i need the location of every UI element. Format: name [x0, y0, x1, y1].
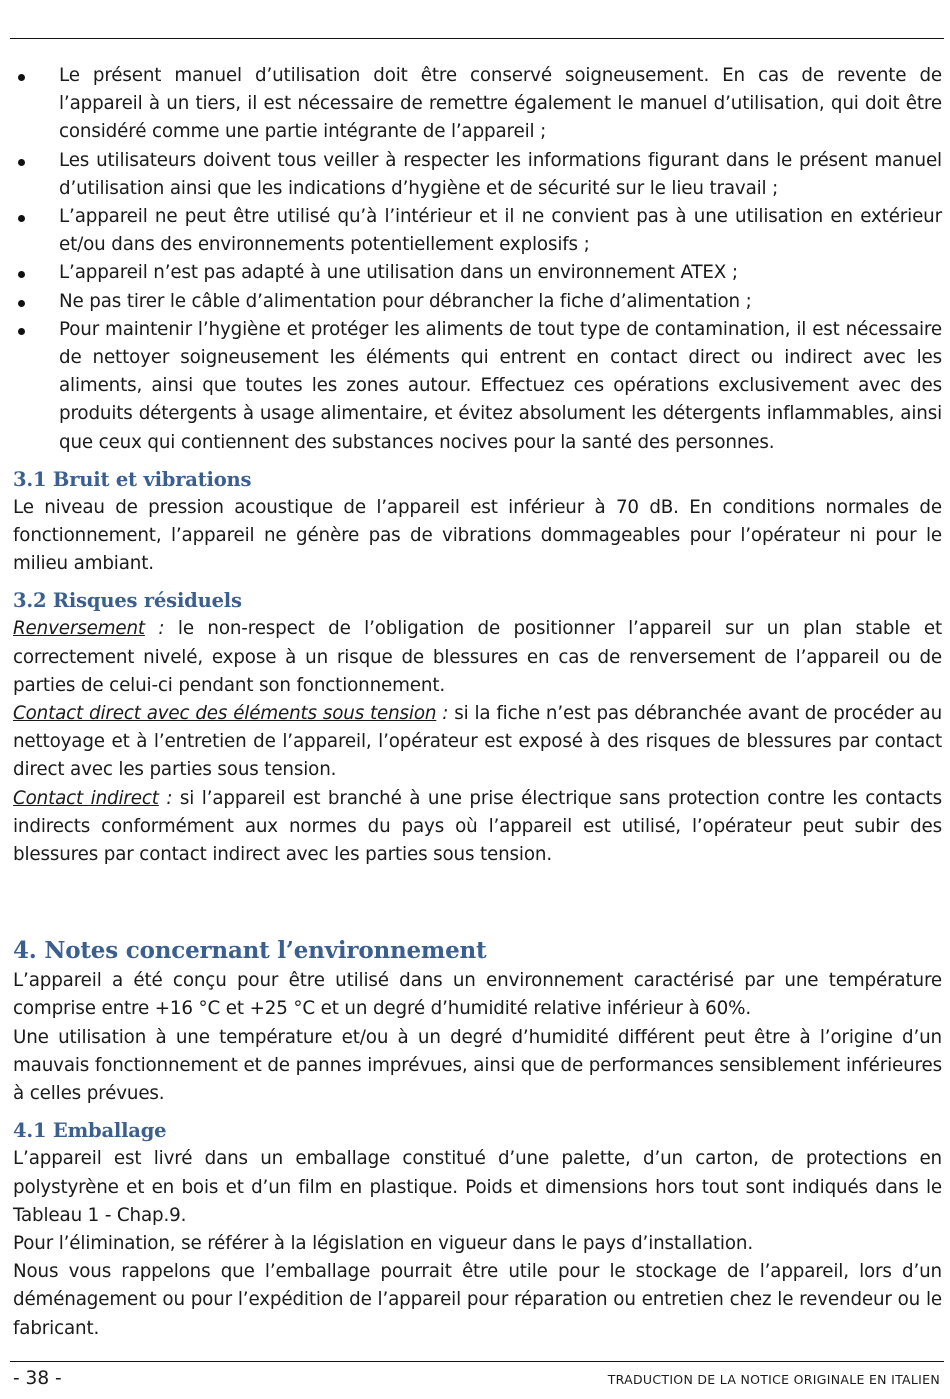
- packaging-paragraph-1: L’appareil est livré dans un emballage constitué d’une palette, d’un carton, de protections en polystyrène et en bois et d’un film en plastique. Poids et dimensions hors tout sont indiqués dans le Tableau 1 - Chap.9.: [13, 1148, 942, 1226]
- page-number: - 38 -: [13, 1368, 62, 1389]
- risk-overturning: [13, 615, 942, 700]
- risk-colon: :: [158, 787, 173, 809]
- safety-bullet-list: [13, 62, 942, 457]
- section-heading-3-1: 3.1 Bruit et vibrations: [13, 467, 252, 491]
- list-item: Pour maintenir l’hygiène et protéger les aliments de tout type de contamination, il est nécessaire de nettoyer soigneusement les éléments qui entrent en contact direct ou indirect avec les aliments, ainsi que toutes les zones autour. Effectuez ces opérations exclusivement avec des produits détergents à usage alimentaire, et évitez absolument les détergents inflammables, ainsi que ceux qui contiennent des substances nocives pour la santé des personnes.: [13, 316, 942, 457]
- risk-colon: :: [144, 618, 165, 640]
- environment-paragraph-1: L’appareil a été conçu pour être utilisé dans un environnement caractérisé par une température comprise entre +16 °C et +25 °C et un degré d’humidité relative inférieur à 60%.: [13, 970, 942, 1020]
- packaging-paragraph-3: Nous vous rappelons que l’emballage pourrait être utile pour le stockage de l’appareil, lors d’un déménagement ou pour l’expédition de l’appareil pour réparation ou entretien chez le revendeur ou le fabricant.: [13, 1261, 942, 1339]
- risk-text: si la fiche n’est pas débranchée avant de procéder au nettoyage et à l’entretien de l’appareil, l’opérateur est exposé à des risques de blessures par contact direct avec les parties sous tension.: [13, 703, 943, 781]
- footer-rule: [10, 1361, 944, 1362]
- document-body: [13, 62, 942, 1343]
- environment-paragraph-2: Une utilisation à une température et/ou à un degré d’humidité différent peut être à l’origine d’un mauvais fonctionnement et de pannes imprévues, ainsi que de performances sensiblement inférieures à celles prévues.: [13, 1026, 942, 1105]
- footer-translation-note: TRADUCTION DE LA NOTICE ORIGINALE EN ITALIEN: [607, 1372, 940, 1387]
- list-item: L’appareil ne peut être utilisé qu’à l’intérieur et il ne convient pas à une utilisation en extérieur et/ou dans des environnements potentiellement explosifs ;: [13, 203, 942, 259]
- list-item: Ne pas tirer le câble d’alimentation pour débrancher la fiche d’alimentation ;: [13, 288, 942, 316]
- risk-text: le non-respect de l’obligation de positionner l’appareil sur un plan stable et correctement nivelé, expose à un risque de blessures en cas de renversement de l’appareil ou de parties de celui-ci pendant son fonctionnement.: [13, 618, 942, 696]
- risk-direct-contact: [13, 700, 942, 785]
- section-heading-3-2: 3.2 Risques résiduels: [13, 589, 242, 613]
- risk-colon: :: [436, 703, 449, 725]
- risk-term: Renversement: [13, 618, 145, 640]
- list-item: Le présent manuel d’utilisation doit être conservé soigneusement. En cas de revente de l’appareil à un tiers, il est nécessaire de remettre également le manuel d’utilisation, qui doit être considéré comme une partie intégrante de l’appareil ;: [13, 62, 942, 147]
- list-item: L’appareil n’est pas adapté à une utilisation dans un environnement ATEX ;: [13, 259, 942, 287]
- section-heading-4: 4. Notes concernant l’environnement: [13, 937, 487, 965]
- list-item: Les utilisateurs doivent tous veiller à respecter les informations figurant dans le présent manuel d’utilisation ainsi que les indications d’hygiène et de sécurité sur le lieu travail ;: [13, 147, 942, 203]
- packaging-paragraph-2: Pour l’élimination, se référer à la législation en vigueur dans le pays d’installation.: [13, 1232, 753, 1254]
- risk-term: Contact direct avec des éléments sous tension: [13, 703, 437, 725]
- risk-text: si l’appareil est branché à une prise électrique sans protection contre les contacts indirects conformément aux normes du pays où l’appareil est utilisé, l’opérateur peut subir des blessures par contact indirect avec les parties sous tension.: [13, 787, 942, 866]
- risk-term: Contact indirect: [13, 787, 159, 809]
- noise-paragraph: Le niveau de pression acoustique de l’appareil est inférieur à 70 dB. En conditions normales de fonctionnement, l’appareil ne génère pas de vibrations dommageables pour l’opérateur ni pour le milieu ambiant.: [13, 496, 942, 575]
- risk-indirect-contact: [13, 785, 942, 870]
- section-heading-4-1: 4.1 Emballage: [13, 1119, 167, 1143]
- header-rule: [10, 38, 944, 39]
